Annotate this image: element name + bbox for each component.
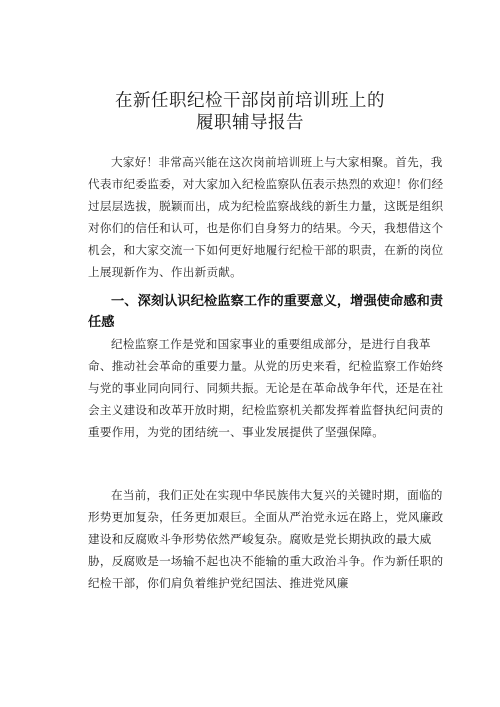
paragraph-text: 在当前，我们正处在实现中华民族伟大复兴的关键时期，面临的形势更加复杂，任务更加艰巨。全面从严治党永远在路上，党风廉政建设和反腐败斗争形势依然严峻复杂。腐败是党长期执政的最大威胁，反腐败是一场输不起也决不能输的重大政治斗争。作为新任职的纪检干部，你们肩负着维护党纪国法、推进党风廉 (88, 488, 444, 590)
paragraph-text: 大家好！非常高兴能在这次岗前培训班上与大家相聚。首先，我代表市纪委监委，对大家加入纪检监察队伍表示热烈的欢迎！你们经过层层选拔，脱颖而出，成为纪检监察战线的新生力量，这既是组织对你们的信任和认可，也是你们自身努力的结果。今天，我想借这个机会，和大家交流一下如何更好地履行纪检干部的职责，在新的岗位上展现新作为、作出新贡献。 (88, 155, 444, 279)
paragraph-greeting (88, 151, 452, 283)
paragraph-text: 纪检监察工作是党和国家事业的重要组成部分，是进行自我革命、推动社会革命的重要力量。从党的历史来看，纪检监察工作始终与党的事业同向同行、同频共振。无论是在革命战争年代，还是在社会主义建设和改革开放时期，纪检监察机关都发挥着监督执纪问责的重要作用，为党的团结统一、事业发展提供了坚强保障。 (88, 337, 444, 439)
document-title-line-1: 在新任职纪检干部岗前培训班上的 (115, 91, 385, 111)
paragraph-significance (88, 333, 452, 443)
paragraph-situation (88, 484, 452, 594)
section-heading-1: 一、深刻认识纪检监察工作的重要意义，增强使命感和责任感 (88, 294, 444, 330)
document-title-line-2: 履职辅导报告 (196, 113, 304, 133)
